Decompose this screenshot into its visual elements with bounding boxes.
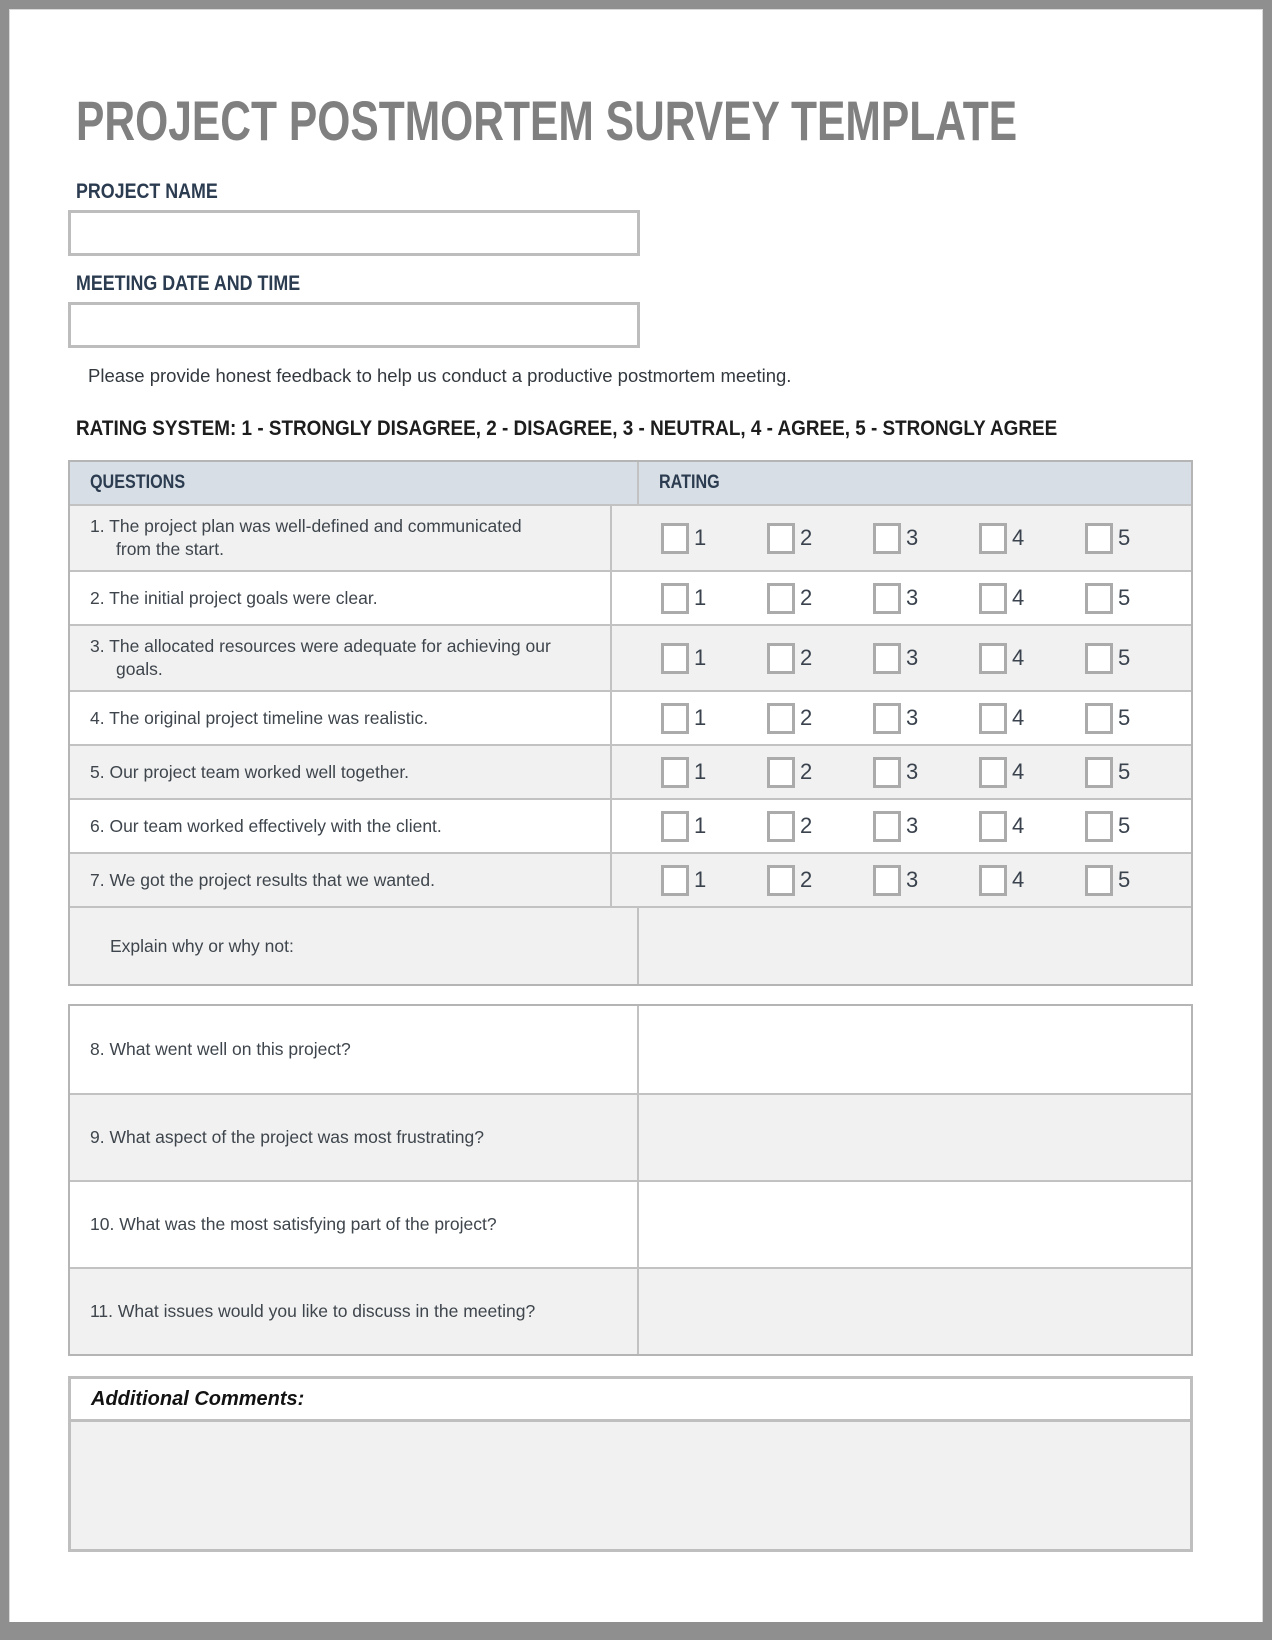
rating-option-number: 4 bbox=[1012, 867, 1025, 892]
rating-option bbox=[767, 523, 873, 554]
rating-option-number: 2 bbox=[800, 759, 813, 784]
rating-option bbox=[979, 811, 1085, 842]
rating-option-number: 5 bbox=[1118, 867, 1131, 892]
rating-option-number: 5 bbox=[1118, 759, 1131, 784]
question-cell bbox=[70, 746, 612, 798]
explain-row bbox=[70, 906, 1191, 984]
rating-option bbox=[873, 703, 979, 734]
rating-checkbox[interactable] bbox=[873, 583, 901, 614]
rating-option bbox=[661, 865, 767, 896]
rating-checkbox[interactable] bbox=[767, 523, 795, 554]
rating-option bbox=[661, 811, 767, 842]
question-cell bbox=[70, 572, 612, 624]
rating-table-row bbox=[70, 504, 1191, 570]
rating-table-row bbox=[70, 798, 1191, 852]
rating-option-number: 5 bbox=[1118, 813, 1131, 838]
rating-checkbox[interactable] bbox=[873, 757, 901, 788]
answer-cell[interactable] bbox=[639, 1006, 1191, 1093]
rating-option bbox=[661, 643, 767, 674]
rating-table bbox=[68, 460, 1193, 986]
rating-checkbox[interactable] bbox=[873, 703, 901, 734]
rating-option-number: 1 bbox=[694, 813, 707, 838]
rating-option bbox=[661, 757, 767, 788]
rating-checkbox[interactable] bbox=[1085, 583, 1113, 614]
open-question-row bbox=[70, 1267, 1191, 1354]
project-name-label: PROJECT NAME bbox=[76, 180, 218, 203]
rating-option bbox=[767, 583, 873, 614]
rating-cell bbox=[612, 506, 1191, 570]
rating-option bbox=[873, 523, 979, 554]
rating-option-number: 1 bbox=[694, 867, 707, 892]
rating-cell bbox=[612, 626, 1191, 690]
rating-table-row bbox=[70, 852, 1191, 906]
rating-option-number: 4 bbox=[1012, 645, 1025, 670]
rating-checkbox[interactable] bbox=[979, 865, 1007, 896]
rating-checkbox[interactable] bbox=[1085, 643, 1113, 674]
rating-option-number: 4 bbox=[1012, 813, 1025, 838]
rating-option bbox=[873, 643, 979, 674]
open-question-row bbox=[70, 1180, 1191, 1267]
rating-option bbox=[661, 523, 767, 554]
question-text: 8. What went well on this project? bbox=[90, 1039, 351, 1059]
open-question-row bbox=[70, 1093, 1191, 1180]
rating-table-row bbox=[70, 570, 1191, 624]
rating-option bbox=[979, 865, 1085, 896]
rating-cell bbox=[612, 746, 1191, 798]
rating-checkbox[interactable] bbox=[979, 523, 1007, 554]
question-cell bbox=[70, 1182, 639, 1267]
rating-checkbox[interactable] bbox=[767, 643, 795, 674]
rating-option-number: 3 bbox=[906, 525, 919, 550]
rating-checkbox[interactable] bbox=[661, 865, 689, 896]
question-cell bbox=[70, 692, 612, 744]
rating-checkbox[interactable] bbox=[1085, 811, 1113, 842]
rating-option bbox=[661, 583, 767, 614]
rating-cell bbox=[612, 854, 1191, 906]
question-cell bbox=[70, 626, 612, 690]
rating-rows-container bbox=[70, 504, 1191, 906]
rating-checkbox[interactable] bbox=[979, 703, 1007, 734]
rating-checkbox[interactable] bbox=[767, 865, 795, 896]
rating-option-number: 3 bbox=[906, 705, 919, 730]
rating-option-number: 1 bbox=[694, 525, 707, 550]
question-cell bbox=[70, 1095, 639, 1180]
rating-option bbox=[1085, 643, 1191, 674]
rating-option-number: 3 bbox=[906, 813, 919, 838]
meeting-date-input[interactable] bbox=[68, 302, 640, 348]
rating-option bbox=[979, 583, 1085, 614]
rating-option bbox=[979, 643, 1085, 674]
rating-checkbox[interactable] bbox=[979, 583, 1007, 614]
rating-table-row bbox=[70, 624, 1191, 690]
rating-option-number: 2 bbox=[800, 645, 813, 670]
question-text: 1. The project plan was well-defined and communicated from the start. bbox=[90, 516, 522, 559]
explain-answer-cell[interactable] bbox=[639, 908, 1191, 984]
rating-option bbox=[979, 757, 1085, 788]
rating-option-number: 2 bbox=[800, 867, 813, 892]
question-text: 4. The original project timeline was realistic. bbox=[90, 707, 429, 728]
rating-option-number: 5 bbox=[1118, 585, 1131, 610]
rating-option bbox=[767, 703, 873, 734]
rating-option-number: 3 bbox=[906, 759, 919, 784]
rating-checkbox[interactable] bbox=[873, 811, 901, 842]
rating-option bbox=[1085, 811, 1191, 842]
rating-checkbox[interactable] bbox=[767, 583, 795, 614]
question-cell bbox=[70, 800, 612, 852]
question-cell bbox=[70, 506, 612, 570]
rating-option bbox=[1085, 757, 1191, 788]
rating-option bbox=[1085, 523, 1191, 554]
rating-option bbox=[661, 703, 767, 734]
rating-option-number: 5 bbox=[1118, 525, 1131, 550]
rating-checkbox[interactable] bbox=[767, 703, 795, 734]
rating-option bbox=[1085, 703, 1191, 734]
rating-checkbox[interactable] bbox=[767, 757, 795, 788]
rating-option bbox=[767, 757, 873, 788]
intro-text: Please provide honest feedback to help us conduct a productive postmortem meeting. bbox=[88, 365, 792, 386]
rating-table-row bbox=[70, 744, 1191, 798]
rating-option bbox=[767, 811, 873, 842]
rating-option bbox=[873, 811, 979, 842]
rating-checkbox[interactable] bbox=[661, 757, 689, 788]
open-questions-rows-container bbox=[70, 1006, 1191, 1354]
rating-option-number: 2 bbox=[800, 585, 813, 610]
question-text: 7. We got the project results that we wanted. bbox=[90, 869, 436, 890]
rating-option-number: 2 bbox=[800, 813, 813, 838]
rating-option bbox=[767, 643, 873, 674]
rating-cell bbox=[612, 692, 1191, 744]
rating-checkbox[interactable] bbox=[979, 757, 1007, 788]
rating-option-number: 5 bbox=[1118, 645, 1131, 670]
rating-option-number: 1 bbox=[694, 705, 707, 730]
explain-label: Explain why or why not: bbox=[110, 935, 294, 956]
rating-checkbox[interactable] bbox=[1085, 703, 1113, 734]
rating-checkbox[interactable] bbox=[979, 811, 1007, 842]
rating-checkbox[interactable] bbox=[661, 523, 689, 554]
question-text: 10. What was the most satisfying part of the project? bbox=[90, 1214, 497, 1234]
rating-option-number: 2 bbox=[800, 705, 813, 730]
answer-cell[interactable] bbox=[639, 1269, 1191, 1354]
rating-option bbox=[873, 757, 979, 788]
question-text: 3. The allocated resources were adequate for achieving our goals. bbox=[90, 636, 551, 679]
rating-option-number: 1 bbox=[694, 645, 707, 670]
document-page bbox=[10, 10, 1262, 1622]
question-text: 11. What issues would you like to discuss in the meeting? bbox=[90, 1301, 536, 1321]
question-text: 9. What aspect of the project was most frustrating? bbox=[90, 1127, 484, 1147]
rating-option-number: 3 bbox=[906, 645, 919, 670]
explain-label-cell bbox=[70, 908, 639, 984]
rating-system-legend: RATING SYSTEM: 1 - STRONGLY DISAGREE, 2 - DISAGREE, 3 - NEUTRAL, 4 - AGREE, 5 - STRONGLY AGREE bbox=[76, 417, 1058, 440]
rating-checkbox[interactable] bbox=[873, 643, 901, 674]
rating-checkbox[interactable] bbox=[1085, 757, 1113, 788]
open-question-row bbox=[70, 1006, 1191, 1093]
rating-checkbox[interactable] bbox=[1085, 523, 1113, 554]
question-text: 2. The initial project goals were clear. bbox=[90, 587, 378, 608]
meeting-date-label: MEETING DATE AND TIME bbox=[76, 272, 301, 295]
rating-checkbox[interactable] bbox=[979, 643, 1007, 674]
rating-option-number: 2 bbox=[800, 525, 813, 550]
rating-checkbox[interactable] bbox=[661, 811, 689, 842]
rating-option-number: 4 bbox=[1012, 705, 1025, 730]
rating-checkbox[interactable] bbox=[661, 583, 689, 614]
rating-option-number: 4 bbox=[1012, 525, 1025, 550]
rating-checkbox[interactable] bbox=[873, 865, 901, 896]
additional-comments-area[interactable] bbox=[71, 1419, 1190, 1549]
rating-option bbox=[1085, 865, 1191, 896]
rating-option-number: 3 bbox=[906, 585, 919, 610]
rating-option bbox=[979, 523, 1085, 554]
question-cell bbox=[70, 1006, 639, 1093]
page-title: PROJECT POSTMORTEM SURVEY TEMPLATE bbox=[76, 89, 1018, 152]
additional-comments-section bbox=[68, 1376, 1193, 1552]
rating-table-row bbox=[70, 690, 1191, 744]
rating-option bbox=[873, 865, 979, 896]
question-text: 6. Our team worked effectively with the client. bbox=[90, 815, 442, 836]
frame-bottom-bar bbox=[0, 1622, 1272, 1640]
answer-cell[interactable] bbox=[639, 1182, 1191, 1267]
rating-cell bbox=[612, 800, 1191, 852]
rating-checkbox[interactable] bbox=[661, 703, 689, 734]
questions-column-header: QUESTIONS bbox=[70, 462, 639, 504]
open-questions-table bbox=[68, 1004, 1193, 1356]
rating-option-number: 4 bbox=[1012, 585, 1025, 610]
question-cell bbox=[70, 854, 612, 906]
additional-comments-label: Additional Comments: bbox=[71, 1379, 1190, 1419]
rating-cell bbox=[612, 572, 1191, 624]
rating-option-number: 4 bbox=[1012, 759, 1025, 784]
rating-option bbox=[1085, 583, 1191, 614]
rating-option-number: 1 bbox=[694, 585, 707, 610]
question-text: 5. Our project team worked well together. bbox=[90, 761, 410, 782]
rating-checkbox[interactable] bbox=[873, 523, 901, 554]
rating-option bbox=[979, 703, 1085, 734]
question-cell bbox=[70, 1269, 639, 1354]
rating-option-number: 1 bbox=[694, 759, 707, 784]
rating-option bbox=[767, 865, 873, 896]
rating-checkbox[interactable] bbox=[767, 811, 795, 842]
rating-option bbox=[873, 583, 979, 614]
answer-cell[interactable] bbox=[639, 1095, 1191, 1180]
rating-column-header: RATING bbox=[659, 472, 720, 493]
rating-table-header bbox=[70, 462, 1191, 504]
project-name-input[interactable] bbox=[68, 210, 640, 256]
rating-checkbox[interactable] bbox=[1085, 865, 1113, 896]
rating-option-number: 5 bbox=[1118, 705, 1131, 730]
rating-checkbox[interactable] bbox=[661, 643, 689, 674]
rating-option-number: 3 bbox=[906, 867, 919, 892]
